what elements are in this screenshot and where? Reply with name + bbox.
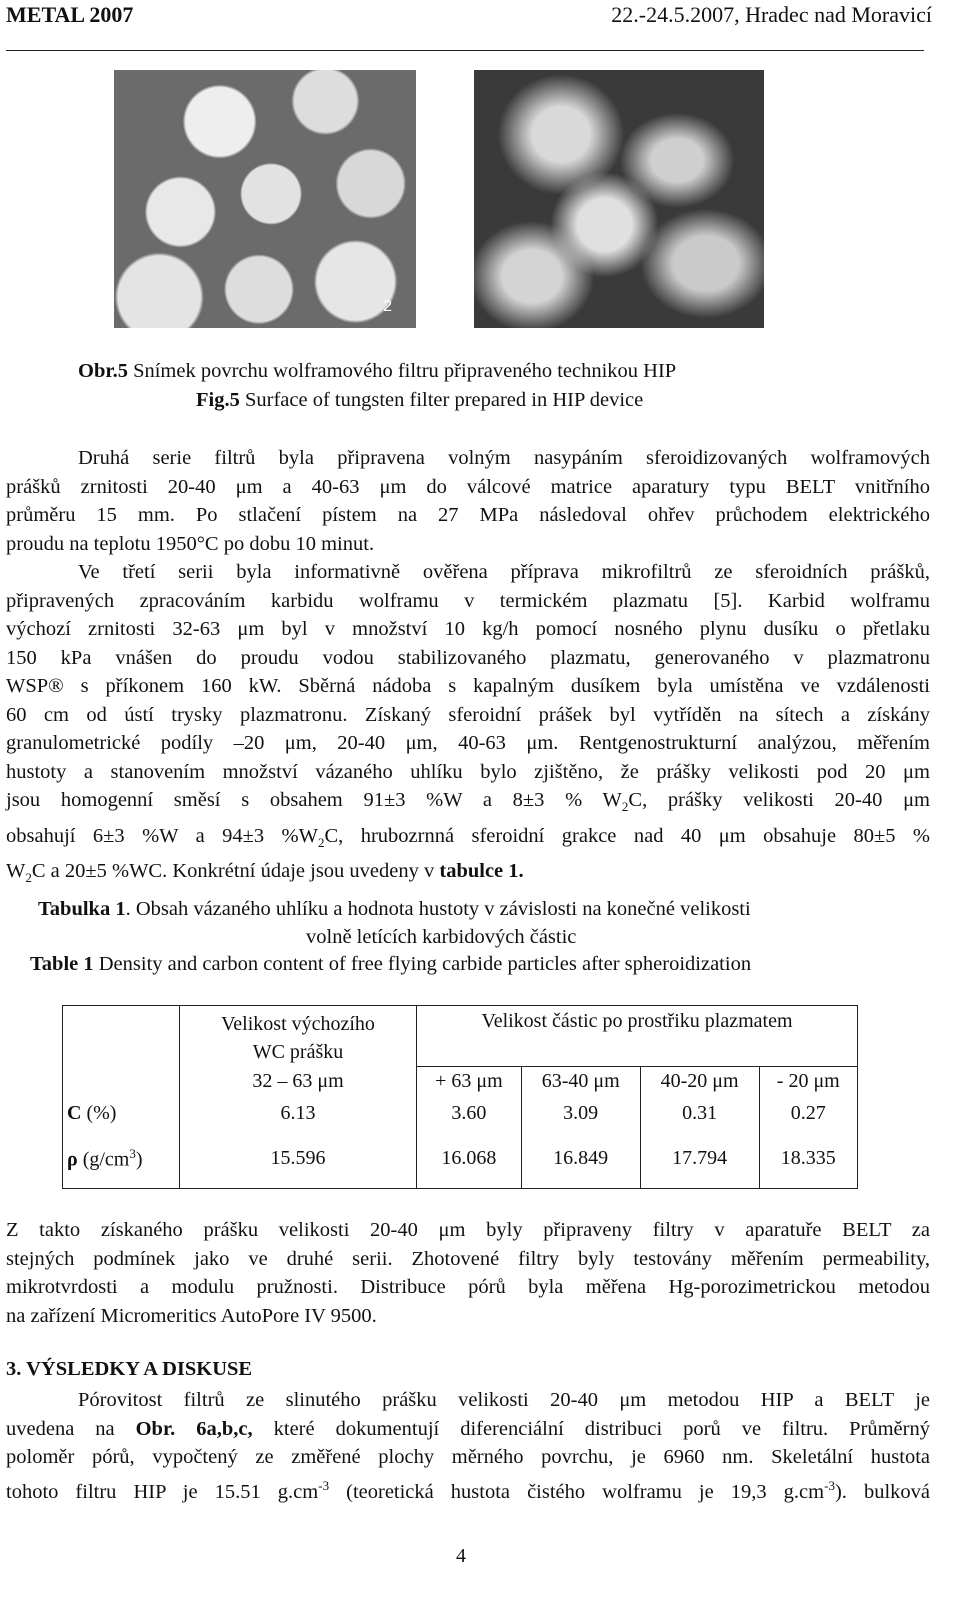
row-label-density: ρ $(g/cm^3)$: [67, 1145, 143, 1171]
row-label-carbon: C (%): [67, 1101, 117, 1124]
line-with-subscript-2: obsahují 6±3 %W a 94±3 $\%W_2C$, hrubozrnná sferoidní grakce nad 40 μm obsahuje 80±5 %: [6, 824, 930, 850]
table-1-caption-cz: Tabulka 1. Obsah vázaného uhlíku a hodnota hustoty v závislosti na konečné velikosti: [38, 898, 751, 920]
figure-5-caption-cz: Obr.5 Snímek povrchu wolframového filtru připraveného technikou HIP: [78, 360, 677, 382]
page-header: [6, 2, 954, 32]
table-head-initial-range: 32 – 63 μm: [180, 1066, 417, 1096]
conference-title: METAL 2007: [6, 2, 134, 27]
paragraph-belt-filters: Z takto získaného prášku velikosti 20-40 μm byly připraveny filtry v aparatuře BELT za stejných podmínek jako ve druhé serii. Zhotovené filtry byly testovány měřením permeability, mikrotvrdosti a modulu pružnosti. Distribuce pórů byla měřena Hg-porozimetrickou metodou na zařízení Micromeritics AutoPore IV 9500.: [6, 1219, 930, 1327]
table-header-row: [63, 1006, 858, 1041]
table-col-head: - 20 μm: [759, 1066, 857, 1096]
table-cell: 3.60: [417, 1096, 522, 1130]
table-head-initial: Velikost výchozího WC prášku: [180, 1006, 417, 1067]
table-row-density: [63, 1130, 858, 1188]
table-corner-cell: [63, 1006, 180, 1097]
table-cell: 15.596: [180, 1130, 417, 1188]
table-row-carbon: [63, 1096, 858, 1130]
paragraph-third-series: Ve třetí serii byla informativně ověřena příprava mikrofiltrů ze sferoidních prášků, připravených zpracováním karbidu wolframu v termickém plazmatu [5]. Karbid wolframu výchozí zrnitosti 32-63 μm byl v množství 10 kg/h pomocí nosného plynu dusíku o přetlaku 150 kPa vnášen do proudu vodou stabilizovaného plazmatu, generovaného v plazmatronu WSP® s příkonem 160 kW. Sběrná nádoba s kapalným dusíkem byla umístěna ve vzdálenosti 60 cm od ústí trysky plazmatronu. Získaný sferoidní prášek byl vytříděn na sítech a získány granulometrické podíly –20 μm, 20-40 μm, 40-63 μm. Rentgenostrukturní analýzou, měřením hustoty a stanovením množství vázaného uhlíku bylo zjištěno, že prášky velikosti pod 20 μm jsou homogenní směsí s obsahem 91±3 %W a 8±3 % $W_2C$, prášky velikosti 20-40 μm obsahují 6±3 %W a 94±3 $\%W_2C$, hrubozrnná sferoidní grakce nad 40 μm obsahuje 80±5 % $W_2C$ a 20±5 %WC. Konkrétní údaje jsou uvedeny v tabulce 1.: [6, 558, 930, 893]
figure-5-right-micrograph: [474, 70, 764, 328]
table-cell: 16.849: [521, 1130, 640, 1188]
section-3-heading: 3. VÝSLEDKY A DISKUSE: [6, 1358, 253, 1380]
line-with-subscript-3: $W_2C$ a 20±5 %WC. Konkrétní údaje jsou uvedeny v tabulce 1.: [6, 860, 524, 886]
page-number: 4: [456, 1545, 466, 1567]
table-col-head: + 63 μm: [417, 1066, 522, 1096]
table-cell: 6.13: [180, 1096, 417, 1130]
table-cell: 16.068: [417, 1130, 522, 1188]
table-cell: 0.27: [759, 1096, 857, 1130]
figure-image-mark: 2: [383, 298, 392, 315]
figure-5-caption-en: Fig.5 Surface of tungsten filter prepared in HIP device: [196, 389, 644, 411]
line-with-subscript-1: jsou homogenní směsí s obsahem 91±3 %W a 8±3 % $W_2C$, prášky velikosti 20-40 μm: [6, 789, 930, 815]
conference-date-place: 22.-24.5.2007, Hradec nad Moravicí: [611, 2, 932, 27]
table-1: [62, 1005, 858, 1189]
table-cell: 3.09: [521, 1096, 640, 1130]
table-cell: 0.31: [640, 1096, 759, 1130]
figure-5-left-micrograph: [114, 70, 416, 328]
table-cell: 18.335: [759, 1130, 857, 1188]
table-1-caption-cz-line2: volně letících karbidových částic: [306, 926, 577, 948]
table-cell: 17.794: [640, 1130, 759, 1188]
table-1-caption-en: Table 1 Density and carbon content of free flying carbide particles after spheroidization: [30, 953, 752, 975]
header-rule: [6, 50, 924, 51]
table-subheader-row: [63, 1066, 858, 1096]
table-col-head: 40-20 μm: [640, 1066, 759, 1096]
table-col-head: 63-40 μm: [521, 1066, 640, 1096]
paragraph-results: Pórovitost filtrů ze slinutého prášku velikosti 20-40 μm metodou HIP a BELT je uvedena na Obr. 6a,b,c, které dokumentují diferenciální distribuci porů ve filtru. Průměrný poloměr pórů, vypočtený ze změřené plochy měrného povrchu, je 6960 nm. Skeletální hustota tohoto filtru HIP je 15.51 $g.cm^{-3}$ (teoretická hustota čistého wolframu je 19,3 $g.cm^{-3}$). bulková: [6, 1389, 930, 1503]
paragraph-second-series: Druhá serie filtrů byla připravena volným nasypáním sferoidizovaných wolframových prášků zrnitosti 20-40 μm a 40-63 μm do válcové matrice aparatury typu BELT vnitřního průměru 15 mm. Po stlačení pístem na 27 MPa následoval ohřev průchodem elektrického proudu na teplotu 1950°C po dobu 10 minut.: [6, 447, 930, 555]
table-head-plasma: Velikost částic po prostřiku plazmatem: [417, 1006, 858, 1041]
